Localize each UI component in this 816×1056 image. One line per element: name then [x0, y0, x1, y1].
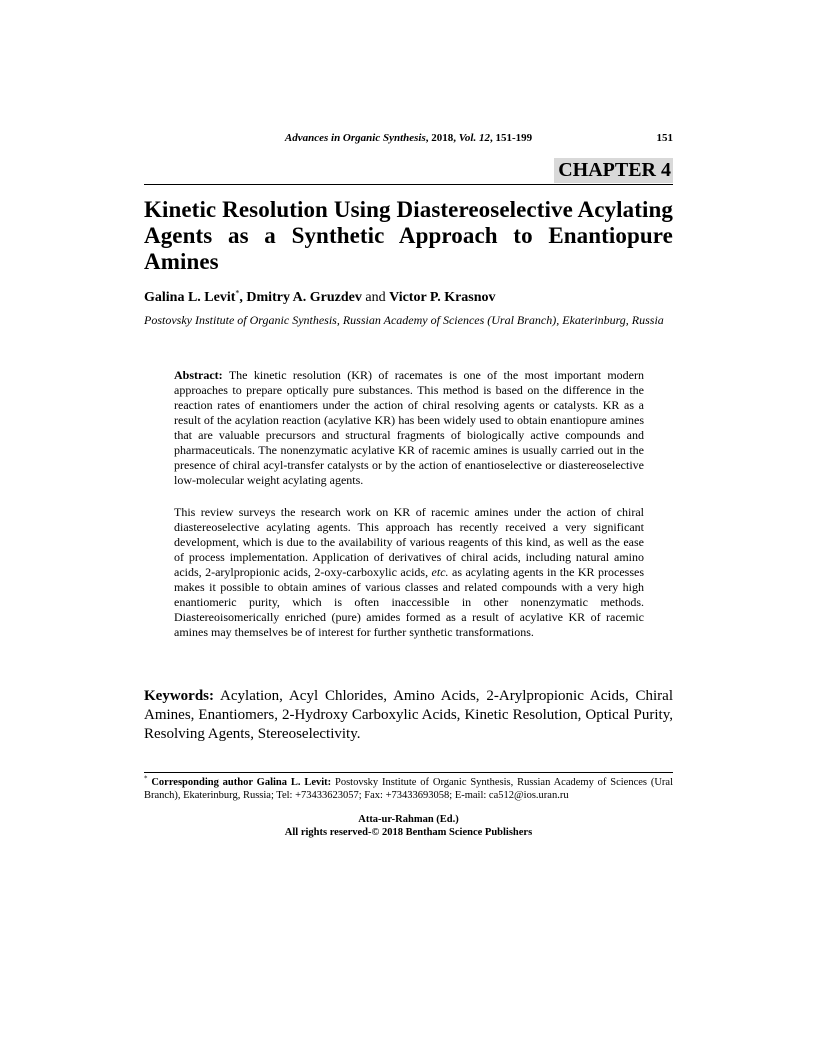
abstract-text: as acylating agents in the KR processes makes it possible to obtain amines of various classes and related compounds with a very high enantiomeric purity, which is often inaccessible in other nonenzymatic methods. Diastereoisomerically enriched (pure) amides formed as a result of acylative KR of racemic amines may themselves be of interest for further synthetic transformations. — [174, 565, 645, 639]
abstract-paragraph — [174, 368, 644, 488]
abstract-label: Abstract: — [174, 368, 223, 382]
author-name: Victor P. Krasnov — [389, 290, 496, 305]
affiliation: Postovsky Institute of Organic Synthesis, Russian Academy of Sciences (Ural Branch), Ekaterinburg, Russia — [144, 313, 664, 327]
footnote-label: Corresponding author Galina L. Levit: — [147, 777, 332, 788]
publisher-info — [144, 813, 673, 839]
author-separator: , — [239, 290, 247, 305]
abstract-paragraph — [174, 505, 644, 640]
running-head — [144, 132, 673, 148]
journal-volume: Vol. 12 — [458, 132, 490, 144]
journal-year: , 2018, — [425, 132, 459, 144]
footnote-mark: * — [144, 774, 148, 783]
rights-line: All rights reserved-© 2018 Bentham Science Publishers — [284, 827, 533, 838]
chapter-header — [144, 158, 673, 185]
editor-line: Atta-ur-Rahman (Ed.) — [358, 814, 459, 825]
abstract-etc: etc. — [431, 565, 449, 579]
journal-citation — [144, 132, 673, 144]
footnote-text: Postovsky Institute of Organic Synthesis, Russian Academy of Sciences (Ural Branch), Ekaterinburg, Russia; Tel: +73433623057; Fax: +73433693058; E-mail: ca512@ios.uran.ru — [144, 777, 673, 801]
abstract-text: The kinetic resolution (KR) of racemates is one of the most important modern approaches to prepare optically pure substances. This method is based on the difference in the reaction rates of enantiomers under the action of chiral resolving agents or catalysts. KR as a result of the acylation reaction (acylative KR) has been widely used to obtain enantiopure amines that are valuable precursors and structural fragments of biologically active compounds and pharmaceuticals. The nonenzymatic acylative KR of racemic amines is usually carried out in the presence of chiral acyl-transfer catalysts or by the action of enantioselective or diastereoselective low-molecular weight acylating agents. — [174, 368, 644, 487]
abstract-text: This review surveys the research work on KR of racemic amines under the action of chiral diastereoselective acylating agents. This approach has recently received a very significant development, which is due to the availability of various reagents of this kind, as well as the ease of process implementation. Application of derivatives of chiral acids, including natural amino acids, 2-arylpropionic acids, 2-oxy-carboxylic acids, — [174, 505, 644, 579]
journal-title: Advances in Organic Synthesis — [284, 132, 426, 144]
journal-pages: , 151-199 — [489, 132, 533, 144]
keywords-text: Acylation, Acyl Chlorides, Amino Acids, 2-Arylpropionic Acids, Chiral Amines, Enantiomers, 2-Hydroxy Carboxylic Acids, Kinetic Resolution, Optical Purity, Resolving Agents, Stereoselectivity. — [144, 688, 673, 742]
author-list — [144, 290, 673, 306]
abstract — [174, 368, 644, 640]
keywords-label: Keywords: — [144, 688, 214, 704]
author-name: Dmitry A. Gruzdev — [246, 290, 362, 305]
chapter-label: CHAPTER 4 — [554, 158, 673, 183]
page-number: 151 — [656, 132, 673, 144]
footnote-divider — [144, 772, 673, 773]
footnote — [144, 776, 673, 802]
corresponding-author-mark: * — [235, 288, 240, 298]
keywords — [144, 687, 673, 744]
author-conjunction: and — [361, 290, 390, 305]
article-title: Kinetic Resolution Using Diastereoselective Acylating Agents as a Synthetic Approach to Enantiopure Amines — [144, 197, 673, 274]
author-name: Galina L. Levit — [144, 290, 236, 305]
